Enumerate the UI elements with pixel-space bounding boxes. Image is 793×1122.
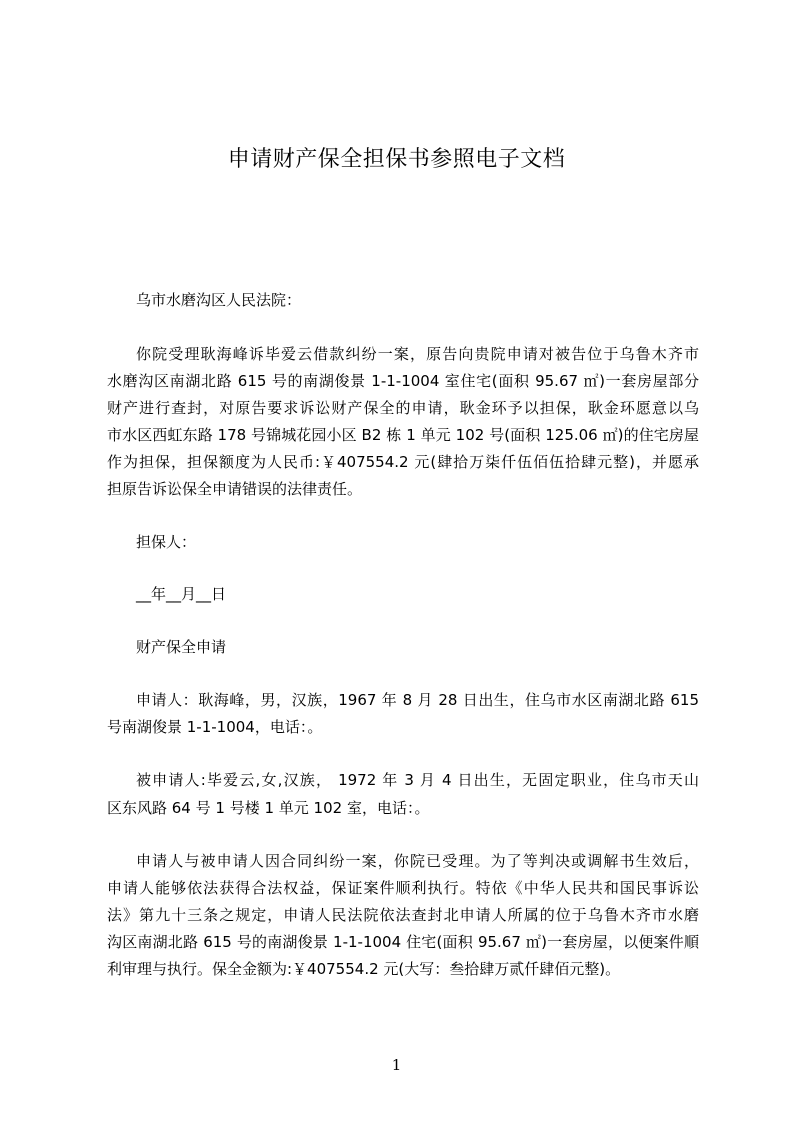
page-number: 1 xyxy=(391,1056,402,1074)
paragraph-line: 被申请人:毕爱云,女,汉族， 1972 年 3 月 4 日出生，无固定职业，住乌市天山 xyxy=(136,771,699,789)
addressee: 乌市水磨沟区人民法院： xyxy=(136,291,302,309)
paragraph-line: 担原告诉讼保全申请错误的法律责任。 xyxy=(107,480,363,498)
paragraph-line: 水磨沟区南湖北路 615 号的南湖俊景 1-1-1004 室住宅(面积 95.67 ㎡)一套房屋部分 xyxy=(107,372,699,390)
section-heading: 财产保全申请 xyxy=(136,638,227,656)
paragraph-line: 申请人与被申请人因合同纠纷一案，你院已受理。为了等判决或调解书生效后， xyxy=(136,852,699,870)
paragraph-line: 号南湖俊景 1-1-1004，电话：。 xyxy=(107,718,323,736)
paragraph-line: 沟区南湖北路 615 号的南湖俊景 1-1-1004 住宅(面积 95.67 ㎡)一套房屋，以便案件順 xyxy=(107,933,699,951)
guarantor-label: 担保人： xyxy=(136,533,197,551)
paragraph-line: 申请人能够依法获得合法权益，保证案件顺利执行。特依《中华人民共和国民事诉讼 xyxy=(107,879,699,897)
paragraph-line: 申请人：耿海峰，男，汉族，1967 年 8 月 28 日出生，住乌市水区南湖北路 615 xyxy=(136,691,699,709)
date-line: __年__月__日 xyxy=(136,585,227,603)
paragraph-line: 你院受理耿海峰诉毕爱云借款纠纷一案，原告向贵院申请对被告位于乌鲁木齐市 xyxy=(136,345,699,363)
paragraph-line: 财产进行查封，对原告要求诉讼财产保全的申请，耿金环予以担保，耿金环愿意以乌 xyxy=(107,399,699,417)
paragraph-line: 区东风路 64 号 1 号楼 1 单元 102 室，电话：。 xyxy=(107,799,430,817)
paragraph-line: 市水区西虹东路 178 号锦城花园小区 B2 栋 1 单元 102 号(面积 125.06 ㎡)的住宅房屋 xyxy=(107,426,699,444)
paragraph-line: 作为担保，担保额度为人民币:￥407554.2 元(肆拾万柒仟伍佰伍拾肆元整)，并愿承 xyxy=(107,453,699,471)
paragraph-line: 利审理与执行。保全金额为:￥407554.2 元(大写：叁拾肆万贰仟肆佰元整)。 xyxy=(107,960,621,978)
paragraph-line: 法》第九十三条之规定，申请人民法院依法查封北申请人所属的位于乌鲁木齐市水磨 xyxy=(107,906,699,924)
document-title: 申请财产保全担保书参照电子文档 xyxy=(227,147,566,172)
